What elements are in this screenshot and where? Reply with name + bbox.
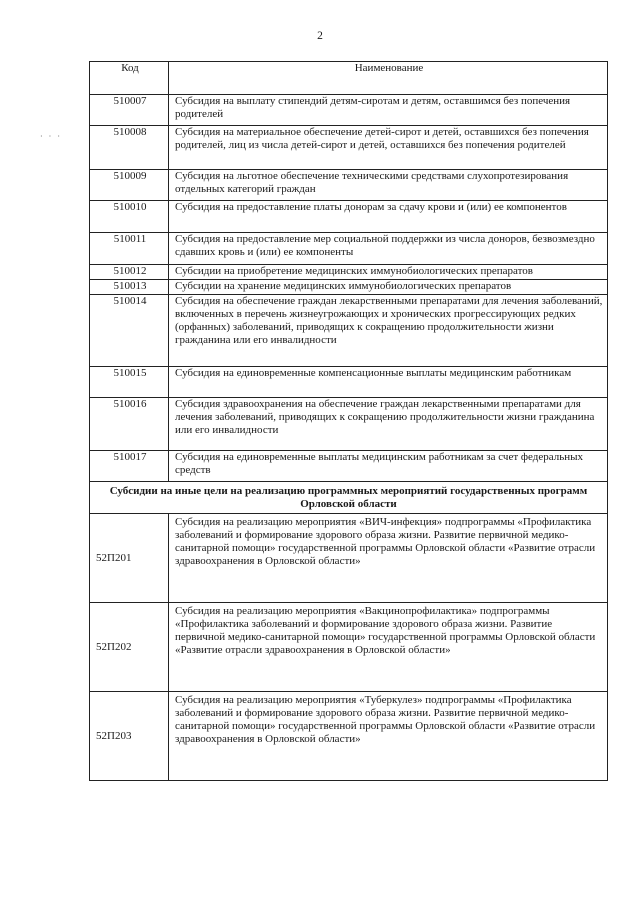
row-name: Субсидия на материальное обеспечение детей-сирот и детей, оставшихся без попечения родителей, лиц из числа детей-сирот и детей, оставшихся без попечения родителей	[169, 126, 608, 170]
table-row	[90, 692, 608, 781]
row-code: 52П203	[90, 692, 169, 781]
table-row	[90, 514, 608, 603]
table-row	[90, 280, 608, 295]
table-row	[90, 265, 608, 280]
row-name: Субсидия на льготное обеспечение техническими средствами слухопротезирования отдельных категорий граждан	[169, 170, 608, 201]
row-code: 510007	[90, 95, 169, 126]
row-name: Субсидия на реализацию мероприятия «Туберкулез» подпрограммы «Профилактика заболеваний и формирование здорового образа жизни. Развитие первичной медико-санитарной помощи» государственной программы Орловской области «Развитие отрасли здравоохранения в Орловской области»	[169, 692, 608, 781]
row-name: Субсидии на хранение медицинских иммунобиологических препаратов	[169, 280, 608, 295]
row-code: 510008	[90, 126, 169, 170]
row-code: 510017	[90, 451, 169, 482]
row-name: Субсидия здравоохранения на обеспечение граждан лекарственными препаратами для лечения заболеваний, приводящих к сокращению продолжительности жизни гражданина или его инвалидности	[169, 398, 608, 451]
row-name: Субсидия на реализацию мероприятия «ВИЧ-инфекция» подпрограммы «Профилактика заболеваний и формирование здорового образа жизни. Развитие первичной медико-санитарной помощи» государственной программы Орловской области «Развитие отрасли здравоохранения в Орловской области»	[169, 514, 608, 603]
row-code: 510013	[90, 280, 169, 295]
row-name: Субсидия на предоставление платы донорам за сдачу крови и (или) ее компонентов	[169, 201, 608, 233]
section-title: Субсидии на иные цели на реализацию программных мероприятий государственных программ Орловской области	[90, 482, 608, 514]
row-name: Субсидия на предоставление мер социальной поддержки из числа доноров, безвозмездно сдавших кровь и (или) ее компоненты	[169, 233, 608, 265]
row-code: 510009	[90, 170, 169, 201]
table-row	[90, 95, 608, 126]
row-code: 52П202	[90, 603, 169, 692]
table-row	[90, 603, 608, 692]
table-row	[90, 367, 608, 398]
table-row	[90, 451, 608, 482]
margin-mark: · · ·	[40, 132, 62, 141]
row-code: 510011	[90, 233, 169, 265]
row-name: Субсидия на единовременные компенсационные выплаты медицинским работникам	[169, 367, 608, 398]
header-code: Код	[90, 62, 169, 95]
row-name: Субсидия на единовременные выплаты медицинским работникам за счет федеральных средств	[169, 451, 608, 482]
row-code: 510010	[90, 201, 169, 233]
row-code: 510012	[90, 265, 169, 280]
row-code: 52П201	[90, 514, 169, 603]
row-code: 510015	[90, 367, 169, 398]
table-row	[90, 126, 608, 170]
header-name: Наименование	[169, 62, 608, 95]
table-header-row	[90, 62, 608, 95]
row-name: Субсидия на обеспечение граждан лекарственными препаратами для лечения заболеваний, включенных в перечень жизнеугрожающих и хронических прогрессирующих редких (орфанных) заболеваний, приводящих к сокращению продолжительности жизни гражданина или его инвалидности	[169, 295, 608, 367]
row-name: Субсидия на реализацию мероприятия «Вакцинопрофилактика» подпрограммы «Профилактика заболеваний и формирование здорового образа жизни. Развитие первичной медико-санитарной помощи» государственной программы Орловской области «Развитие отрасли здравоохранения в Орловской области»	[169, 603, 608, 692]
table-row	[90, 170, 608, 201]
row-name: Субсидии на приобретение медицинских иммунобиологических препаратов	[169, 265, 608, 280]
page-number: 2	[317, 30, 323, 42]
row-code: 510014	[90, 295, 169, 367]
section-header-row	[90, 482, 608, 514]
subsidy-codes-table	[89, 61, 608, 781]
table-row	[90, 398, 608, 451]
row-name: Субсидия на выплату стипендий детям-сиротам и детям, оставшимся без попечения родителей	[169, 95, 608, 126]
table-row	[90, 201, 608, 233]
row-code: 510016	[90, 398, 169, 451]
table-row	[90, 233, 608, 265]
table-row	[90, 295, 608, 367]
